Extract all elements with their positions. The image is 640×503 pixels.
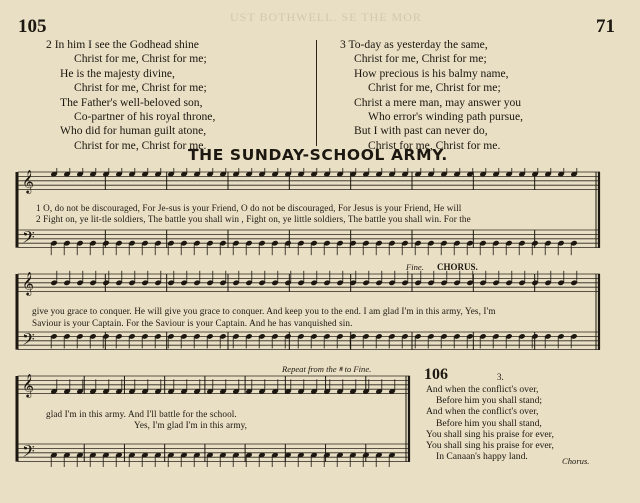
hymn105-verse-3 xyxy=(340,38,523,153)
column-divider xyxy=(316,40,317,146)
verse-line: Who did for human guilt atone, xyxy=(60,124,207,138)
verse-line: 2 In him I see the Godhead shine xyxy=(46,38,199,51)
svg-text:𝄢: 𝄢 xyxy=(22,226,35,251)
verse-line: Christ for me, Christ for me. xyxy=(74,138,207,152)
system1-lyric-verse1: 1 O, do not be discouraged, For Je-sus is your Friend, O do not be discouraged, For Jesus is your Friend, He will xyxy=(36,203,462,213)
svg-text:𝄞: 𝄞 xyxy=(22,168,34,193)
hymn-number-106: 106 xyxy=(424,366,448,383)
svg-text:𝄢: 𝄢 xyxy=(22,440,35,465)
page-number-right: 71 xyxy=(596,16,615,37)
system3-lyric-upper: glad I'm in this army. And I'll battle for the school. xyxy=(46,409,237,419)
verse-line: In Canaan's happy land. xyxy=(436,451,528,463)
verse-line: And when the conflict's over, xyxy=(426,384,539,395)
stanza-number: 3. xyxy=(497,372,504,382)
verse-line: The Father's well-beloved son, xyxy=(60,95,203,109)
svg-text:𝄢: 𝄢 xyxy=(22,328,35,353)
repeat-instruction: Repeat from the 𝄋 to Fine. xyxy=(282,364,372,374)
verse-line: Christ for me, Christ for me. xyxy=(368,138,501,152)
svg-text:𝄞: 𝄞 xyxy=(22,372,34,397)
verse-line: Christ for me, Christ for me; xyxy=(368,81,501,95)
svg-text:𝄞: 𝄞 xyxy=(22,270,34,295)
verse-line: Christ a mere man, may answer you xyxy=(354,95,522,109)
page-number-left: 105 xyxy=(18,16,47,37)
verse-line: 3 To-day as yesterday the same, xyxy=(340,38,488,51)
system2-lyric-verse2: Saviour is your Captain. For the Saviour is your Captain. And he has vanquished sin. xyxy=(32,318,353,328)
verse-line: You shall sing his praise for ever, xyxy=(426,428,554,440)
verse-line: Before him you shall stand; xyxy=(436,395,543,407)
verse-line: How precious is his balmy name, xyxy=(354,66,509,80)
verse-line: Christ for me, Christ for me; xyxy=(74,81,207,95)
chorus-marking: CHORUS. xyxy=(437,262,478,272)
verse-line: Before him you shall stand, xyxy=(436,417,542,429)
verse-line: Christ for me, Christ for me; xyxy=(354,52,487,66)
verse-line: And when the conflict's over, xyxy=(426,406,539,418)
chorus-label: Chorus. xyxy=(562,456,590,466)
song-title: THE SUNDAY-SCHOOL ARMY. xyxy=(188,146,448,164)
verse-line: Christ for me, Christ for me; xyxy=(74,52,207,66)
system3-lyric-lower: Yes, I'm glad I'm in this army, xyxy=(134,420,248,430)
system1-lyric-verse2: 2 Fight on, ye lit-tle soldiers, The battle you shall win , Fight on, ye little soldiers, The battle you shall win. For the xyxy=(36,214,471,224)
hymn106-verse xyxy=(426,384,554,462)
verse-line: But I with past can never do, xyxy=(354,124,488,138)
verse-line: You shall sing his praise for ever, xyxy=(426,440,554,452)
hymn105-verse-2 xyxy=(46,38,215,153)
verse-line: He is the majesty divine, xyxy=(60,66,175,80)
verse-line: Co-partner of his royal throne, xyxy=(74,110,216,124)
system2-lyric-verse1: give you grace to conquer. He will give you grace to conquer. And keep you to the end. I am glad I'm in this army, Yes, I'm xyxy=(32,306,496,316)
verse-line: Who error's winding path pursue, xyxy=(368,110,524,124)
fine-marking: Fine. xyxy=(406,262,424,272)
bleed-through-text: UST BOTHWELL. SE THE MOR xyxy=(230,10,422,24)
